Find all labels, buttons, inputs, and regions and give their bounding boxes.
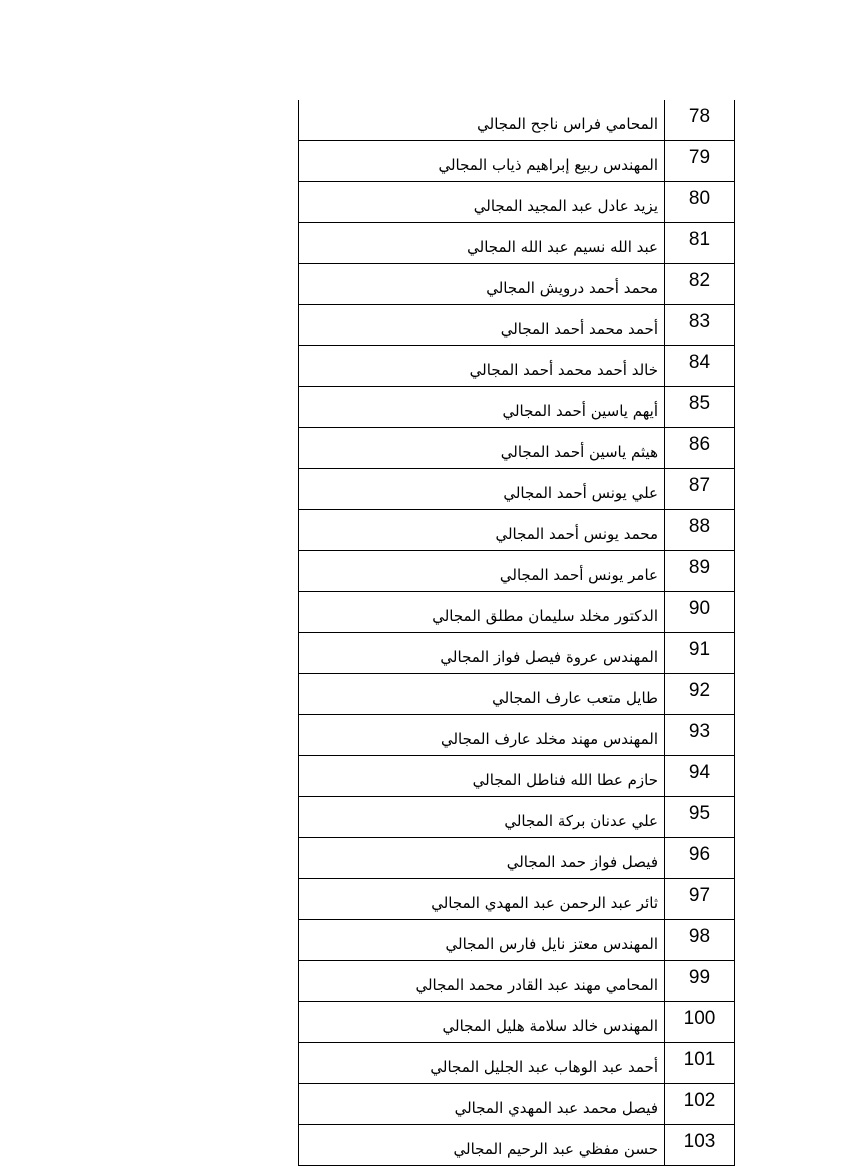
row-name-cell: هيثم ياسين أحمد المجالي (299, 428, 665, 469)
table-row (299, 756, 735, 797)
row-name-cell: عبد الله نسيم عبد الله المجالي (299, 223, 665, 264)
row-name-cell: المحامي فراس ناجح المجالي (299, 100, 665, 141)
row-name-cell: المهندس عروة فيصل فواز المجالي (299, 633, 665, 674)
row-name-cell: ثائر عبد الرحمن عبد المهدي المجالي (299, 879, 665, 920)
table-row (299, 100, 735, 141)
row-number-cell: 98 (665, 920, 735, 961)
row-name-cell: أحمد محمد أحمد المجالي (299, 305, 665, 346)
table-row (299, 387, 735, 428)
row-name-cell: المهندس ربيع إبراهيم ذياب المجالي (299, 141, 665, 182)
table-row (299, 305, 735, 346)
row-number-cell: 96 (665, 838, 735, 879)
table-row (299, 797, 735, 838)
table-row (299, 1084, 735, 1125)
row-number-cell: 103 (665, 1125, 735, 1166)
names-table (298, 100, 735, 1166)
table-row (299, 1125, 735, 1166)
row-name-cell: المحامي مهند عبد القادر محمد المجالي (299, 961, 665, 1002)
row-number-cell: 91 (665, 633, 735, 674)
row-number-cell: 79 (665, 141, 735, 182)
row-number-cell: 86 (665, 428, 735, 469)
table-row (299, 182, 735, 223)
row-number-cell: 95 (665, 797, 735, 838)
row-number-cell: 97 (665, 879, 735, 920)
row-name-cell: الدكتور مخلد سليمان مطلق المجالي (299, 592, 665, 633)
table-body (299, 100, 735, 1166)
row-name-cell: طايل متعب عارف المجالي (299, 674, 665, 715)
row-number-cell: 87 (665, 469, 735, 510)
row-number-cell: 93 (665, 715, 735, 756)
row-number-cell: 84 (665, 346, 735, 387)
table-row (299, 961, 735, 1002)
table-row (299, 592, 735, 633)
row-number-cell: 89 (665, 551, 735, 592)
row-name-cell: المهندس مهند مخلد عارف المجالي (299, 715, 665, 756)
row-name-cell: فيصل محمد عبد المهدي المجالي (299, 1084, 665, 1125)
table-row (299, 1002, 735, 1043)
table-row (299, 633, 735, 674)
row-name-cell: علي عدنان بركة المجالي (299, 797, 665, 838)
table-row (299, 264, 735, 305)
table-row (299, 838, 735, 879)
row-number-cell: 78 (665, 100, 735, 141)
row-number-cell: 94 (665, 756, 735, 797)
table-row (299, 223, 735, 264)
row-name-cell: يزيد عادل عبد المجيد المجالي (299, 182, 665, 223)
row-name-cell: محمد يونس أحمد المجالي (299, 510, 665, 551)
table-row (299, 920, 735, 961)
row-number-cell: 101 (665, 1043, 735, 1084)
row-number-cell: 81 (665, 223, 735, 264)
row-name-cell: المهندس معتز نايل فارس المجالي (299, 920, 665, 961)
table-row (299, 879, 735, 920)
row-name-cell: المهندس خالد سلامة هليل المجالي (299, 1002, 665, 1043)
row-name-cell: محمد أحمد درويش المجالي (299, 264, 665, 305)
row-number-cell: 82 (665, 264, 735, 305)
row-name-cell: أحمد عبد الوهاب عبد الجليل المجالي (299, 1043, 665, 1084)
row-name-cell: علي يونس أحمد المجالي (299, 469, 665, 510)
row-number-cell: 99 (665, 961, 735, 1002)
row-number-cell: 83 (665, 305, 735, 346)
table-row (299, 551, 735, 592)
row-number-cell: 88 (665, 510, 735, 551)
row-number-cell: 100 (665, 1002, 735, 1043)
row-name-cell: أيهم ياسين أحمد المجالي (299, 387, 665, 428)
row-name-cell: فيصل فواز حمد المجالي (299, 838, 665, 879)
row-number-cell: 102 (665, 1084, 735, 1125)
row-name-cell: عامر يونس أحمد المجالي (299, 551, 665, 592)
row-number-cell: 80 (665, 182, 735, 223)
row-name-cell: خالد أحمد محمد أحمد المجالي (299, 346, 665, 387)
table-row (299, 510, 735, 551)
table-row (299, 1043, 735, 1084)
table-row (299, 141, 735, 182)
row-number-cell: 90 (665, 592, 735, 633)
table-row (299, 469, 735, 510)
row-number-cell: 92 (665, 674, 735, 715)
row-name-cell: حازم عطا الله فناطل المجالي (299, 756, 665, 797)
row-number-cell: 85 (665, 387, 735, 428)
table-row (299, 346, 735, 387)
table-row (299, 715, 735, 756)
table-row (299, 428, 735, 469)
table-row (299, 674, 735, 715)
row-name-cell: حسن مفظي عبد الرحيم المجالي (299, 1125, 665, 1166)
